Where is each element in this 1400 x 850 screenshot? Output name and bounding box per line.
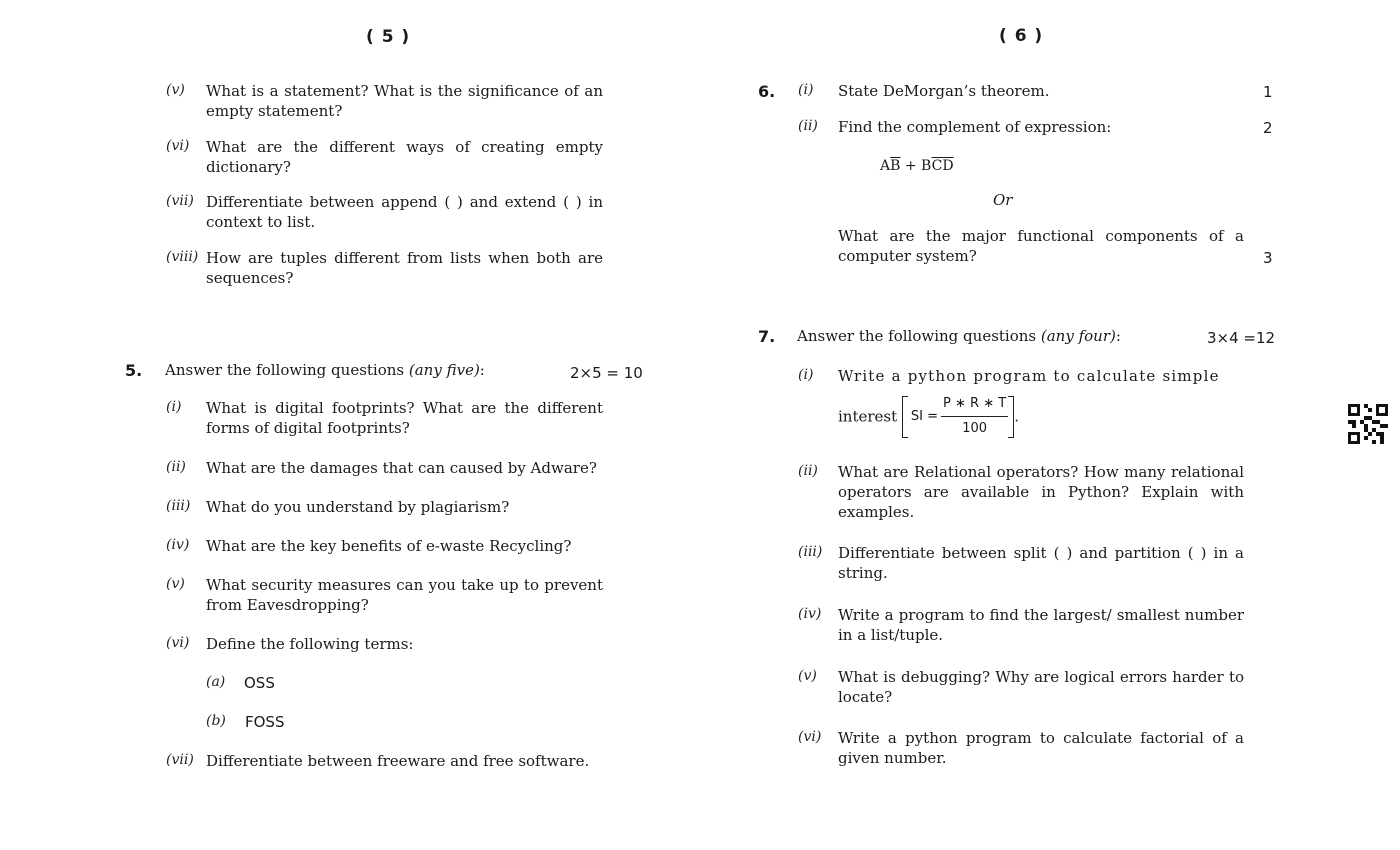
marks: 3×4 =12 [1207,329,1276,347]
question-text: What are the major functional components of a computer system? [838,227,1244,265]
formula-prefix: interest [838,407,898,426]
item-roman: (iii) [166,498,191,514]
question-text: What are Relational operators? How many relational operators are available in Python? Explain with examples. [838,463,1244,521]
item-roman: (vii) [166,752,194,768]
page-number-5: ( 5 ) [366,27,411,47]
question-text: What security measures can you take up to prevent from Eavesdropping? [206,576,603,614]
expr-plus: + B [900,158,932,174]
item-roman: (i) [798,367,814,383]
expr-b-bar: $\overline{B}$ [890,158,901,174]
sub-item-label: (a) [206,674,226,690]
question-text: What is digital footprints? What are the different forms of digital footprints? [206,399,603,437]
item-roman: (vii) [166,193,194,209]
item-roman: (vi) [166,138,190,154]
question-text: What do you understand by plagiarism? [206,498,510,516]
sub-item-text: FOSS [245,713,285,731]
marks: 2×5 = 10 [570,364,643,382]
question-text: What is debugging? Why are logical errors harder to locate? [838,668,1244,706]
formula-numerator: P ∗ R ∗ T [941,394,1008,417]
item-roman: (vi) [166,635,190,651]
question-text: Write a python program to calculate factorial of a given number. [838,729,1244,767]
item-roman: (iv) [798,606,822,622]
qr-code-icon [1348,404,1388,444]
item-roman: (v) [166,82,185,98]
question-text: Differentiate between freeware and free software. [206,752,590,770]
formula-fraction [941,394,1008,439]
expr-d-bar: $\overline{D}$ [942,158,954,174]
marks: 3 [1263,249,1273,267]
marks: 2 [1263,119,1273,137]
formula-suffix: . [1014,407,1019,426]
question-text: How are tuples different from lists when both are sequences? [206,249,603,287]
question-text: Differentiate between split ( ) and partition ( ) in a string. [838,544,1244,582]
question-text: Write a python program to calculate simple [838,367,1220,385]
sub-item-text: OSS [244,674,275,692]
question-text: Differentiate between append ( ) and extend ( ) in context to list. [206,193,603,231]
prompt-text: Answer the following questions [165,361,405,379]
item-roman: (ii) [166,459,186,475]
item-roman: (i) [166,399,182,415]
question-5-prompt [165,360,485,380]
item-roman: (ii) [798,118,818,134]
item-roman: (iv) [166,537,190,553]
marks: 1 [1263,83,1273,101]
item-roman: (v) [166,576,185,592]
question-text: What are the key benefits of e-waste Recycling? [206,537,572,555]
question-text: State DeMorgan’s theorem. [838,82,1050,100]
question-text: What are the different ways of creating empty dictionary? [206,138,603,176]
or-label: Or [993,191,1013,209]
prompt-suffix: : [1115,327,1121,345]
question-number-5: 5. [125,361,143,380]
simple-interest-formula [838,394,1019,439]
formula-denominator: 100 [962,421,988,436]
formula-lhs: SI = [910,408,939,424]
prompt-suffix: : [479,361,485,379]
item-roman: (iii) [798,544,823,560]
expr-c-bar: $\overline{C}$ [931,158,943,174]
page-number-6: ( 6 ) [999,26,1044,46]
question-text: Find the complement of expression: [838,118,1112,136]
question-7-prompt [797,326,1121,346]
question-number-7: 7. [758,327,776,346]
question-number-6: 6. [758,82,776,101]
item-roman: (vi) [798,729,822,745]
prompt-italic: (any four) [1040,327,1116,345]
item-roman: (i) [798,82,814,98]
question-text: Write a program to find the largest/ smallest number in a list/tuple. [838,606,1244,644]
question-text: Define the following terms: [206,635,414,653]
sub-item-label: (b) [206,713,226,729]
question-text: What are the damages that can caused by Adware? [206,459,597,477]
item-roman: (viii) [166,249,199,265]
prompt-italic: (any five) [408,361,480,379]
prompt-text: Answer the following questions [797,327,1037,345]
item-roman: (ii) [798,463,818,479]
expr-a: A [880,158,891,174]
item-roman: (v) [798,668,817,684]
question-text: What is a statement? What is the significance of an empty statement? [206,82,603,120]
boolean-expression [880,156,954,176]
